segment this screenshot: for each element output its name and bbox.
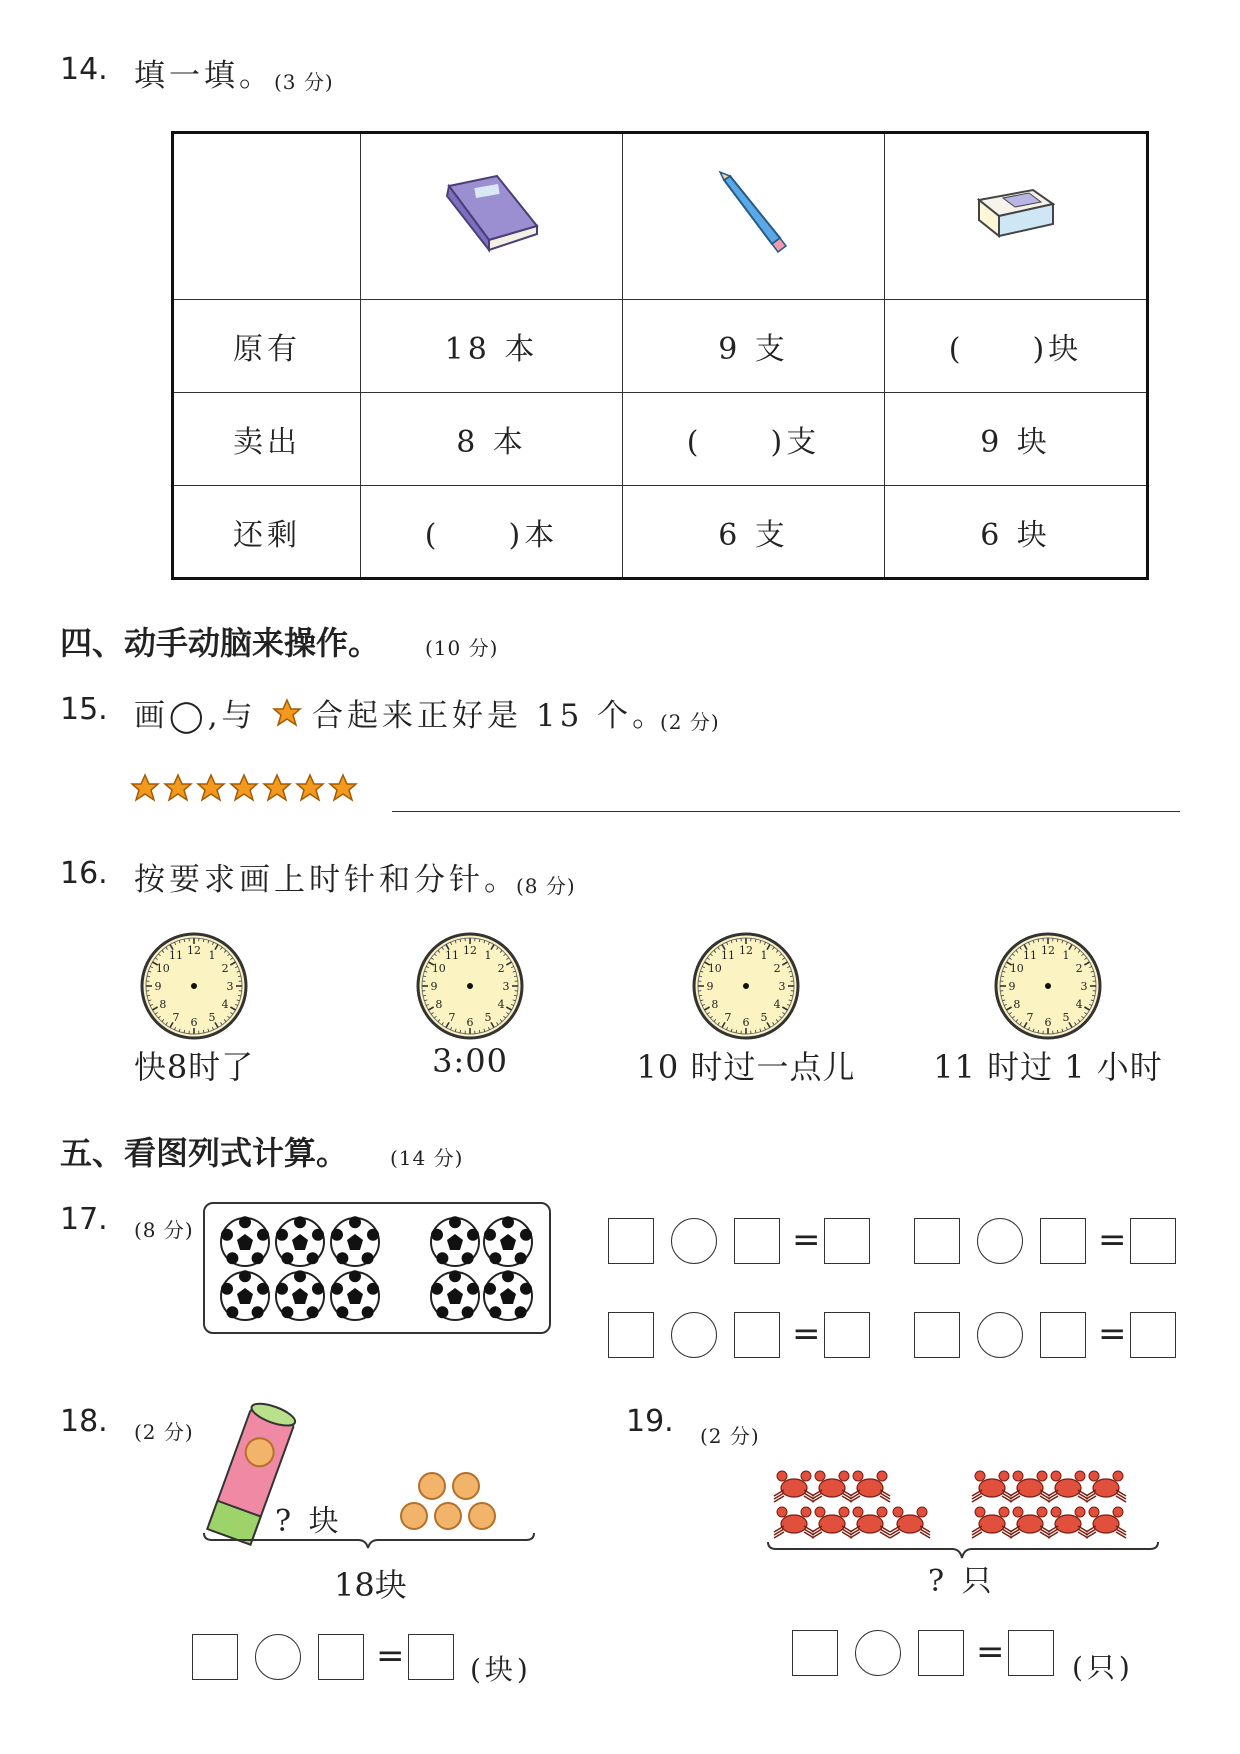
soccer-balls [205, 1204, 549, 1332]
soccer-ball-icon [331, 1270, 379, 1320]
clock-numeral: 1 [208, 948, 216, 962]
table-cell: 6 块 [885, 486, 1148, 579]
question-mark-label: ? 块 [275, 1504, 343, 1539]
star-icon [163, 773, 193, 803]
star-icon [229, 773, 259, 803]
section-points: (14 分) [390, 1146, 464, 1170]
clock-numeral: 9 [430, 980, 438, 993]
answer-box[interactable] [408, 1634, 454, 1680]
crab-icon [1086, 1471, 1126, 1502]
soccer-ball-icon [276, 1216, 324, 1266]
operator-circle[interactable] [855, 1630, 901, 1676]
unit-label: (块) [470, 1653, 532, 1686]
star-row [130, 773, 361, 807]
clock-label: 快8时了 [133, 1048, 255, 1086]
clock-numeral: 4 [221, 998, 229, 1011]
clock-face-icon[interactable] [414, 930, 526, 1042]
soccer-ball-icon [331, 1216, 379, 1266]
table-cell-blank[interactable]: ( )支 [623, 393, 885, 486]
answer-line[interactable] [392, 811, 1180, 812]
clock-numeral: 5 [760, 1011, 768, 1025]
clock-numeral: 3 [226, 980, 234, 993]
table-cell: 18 本 [361, 300, 623, 393]
star-icon [262, 773, 292, 803]
answer-box[interactable] [918, 1630, 964, 1676]
fill-table [171, 131, 1149, 580]
answer-box[interactable] [318, 1634, 364, 1680]
crab-icon [972, 1471, 1012, 1502]
answer-box[interactable] [1130, 1218, 1176, 1264]
answer-box[interactable] [192, 1634, 238, 1680]
table-cell: 8 本 [361, 393, 623, 486]
clock-numeral: 8 [711, 998, 719, 1011]
crab-icon [1010, 1507, 1050, 1538]
table-cell: 9 块 [885, 393, 1148, 486]
question-points: (2 分) [700, 1424, 760, 1448]
clock-numeral: 3 [502, 980, 510, 993]
question-text: 合起来正好是 15 个。 [312, 698, 668, 734]
clock-numeral: 8 [435, 998, 443, 1011]
soccer-ball-icon [221, 1270, 269, 1320]
crab-icon [1086, 1507, 1126, 1538]
clock-numeral: 5 [208, 1011, 216, 1025]
clock-numeral: 9 [154, 980, 162, 993]
unit-label: (只) [1072, 1651, 1134, 1684]
clock-numeral: 7 [724, 1011, 732, 1025]
clock-numeral: 9 [1008, 980, 1016, 993]
clock-numeral: 10 [431, 962, 446, 975]
clock-face-icon[interactable] [690, 930, 802, 1042]
question-number: 16. [60, 856, 108, 891]
question-points: (8 分) [516, 874, 576, 898]
question-text: 画◯,与 [134, 698, 257, 734]
table-corner-cell [173, 133, 361, 300]
clock-label: 10 时过一点儿 [636, 1048, 856, 1086]
question-text: 填一填。 [134, 58, 274, 94]
table-cell-blank[interactable]: ( )块 [885, 300, 1148, 393]
equals-sign: = [976, 1632, 1005, 1672]
question-number: 14. [60, 52, 108, 87]
table-cell: 6 支 [623, 486, 885, 579]
answer-box[interactable] [1008, 1630, 1054, 1676]
star-icon [130, 773, 160, 803]
answer-box[interactable] [734, 1312, 780, 1358]
question-points: (8 分) [134, 1218, 194, 1242]
clock-numeral: 7 [1026, 1011, 1034, 1025]
question-number: 15. [60, 692, 108, 727]
clock-numeral: 10 [707, 962, 722, 975]
answer-box[interactable] [914, 1218, 960, 1264]
clock-numeral: 4 [773, 998, 781, 1011]
answer-box[interactable] [792, 1630, 838, 1676]
operator-circle[interactable] [977, 1312, 1023, 1358]
star-icon [295, 773, 325, 803]
table-header-pencil [623, 133, 885, 300]
crab-icon [1048, 1471, 1088, 1502]
clock-numeral: 12 [739, 944, 753, 957]
clock-label: 3:00 [432, 1042, 508, 1080]
question-points: (2 分) [134, 1420, 194, 1444]
equals-sign: = [792, 1314, 821, 1354]
soccer-ball-frame [203, 1202, 551, 1334]
clock-numeral: 2 [221, 962, 229, 975]
answer-box[interactable] [608, 1312, 654, 1358]
clock-face-icon[interactable] [992, 930, 1104, 1042]
equals-sign: = [792, 1220, 821, 1260]
eraser-icon [971, 178, 1061, 248]
clock-numeral: 1 [1062, 948, 1070, 962]
cookie-tube-illustration [200, 1400, 540, 1550]
answer-box[interactable] [1040, 1312, 1086, 1358]
star-icon [272, 698, 302, 728]
crab-icon [774, 1507, 814, 1538]
operator-circle[interactable] [977, 1218, 1023, 1264]
soccer-ball-icon [431, 1270, 479, 1320]
table-header-eraser [885, 133, 1148, 300]
table-header-book [361, 133, 623, 300]
clock-numeral: 5 [1062, 1011, 1070, 1025]
crab-icon [774, 1471, 814, 1502]
operator-circle[interactable] [671, 1312, 717, 1358]
row-label: 卖出 [173, 393, 361, 486]
clock-numeral: 11 [1023, 948, 1037, 962]
question-number: 17. [60, 1202, 108, 1237]
crab-icon [812, 1471, 852, 1502]
crab-icon [972, 1507, 1012, 1538]
clock-face-icon[interactable] [138, 930, 250, 1042]
clock-numeral: 8 [159, 998, 167, 1011]
table-cell: 9 支 [623, 300, 885, 393]
crab-icon [850, 1507, 890, 1538]
clock-numeral: 7 [172, 1011, 180, 1025]
row-label: 还剩 [173, 486, 361, 579]
answer-box[interactable] [734, 1218, 780, 1264]
operator-circle[interactable] [671, 1218, 717, 1264]
question-mark-label: ? 只 [928, 1564, 996, 1599]
clock-numeral: 6 [742, 1016, 750, 1029]
table-cell-blank[interactable]: ( )本 [361, 486, 623, 579]
equals-sign: = [376, 1636, 405, 1676]
clock-numeral: 4 [497, 998, 505, 1011]
section-title: 五、看图列式计算。 [60, 1134, 349, 1172]
section-title: 四、动手动脑来操作。 [60, 624, 381, 662]
clock-numeral: 12 [187, 944, 201, 957]
section-points: (10 分) [425, 636, 499, 660]
total-label: 18块 [334, 1566, 407, 1604]
question-text: 按要求画上时针和分针。 [134, 862, 519, 898]
clock-numeral: 10 [1009, 962, 1024, 975]
book-icon [437, 168, 547, 258]
clock-label: 11 时过 1 小时 [933, 1048, 1163, 1086]
clock-numeral: 7 [448, 1011, 456, 1025]
crab-icon [812, 1507, 852, 1538]
clock-numeral: 5 [484, 1011, 492, 1025]
operator-circle[interactable] [255, 1634, 301, 1680]
row-label: 原有 [173, 300, 361, 393]
clock-numeral: 6 [190, 1016, 198, 1029]
answer-box[interactable] [608, 1218, 654, 1264]
clock-numeral: 1 [484, 948, 492, 962]
answer-box[interactable] [824, 1312, 870, 1358]
clock-numeral: 11 [169, 948, 183, 962]
clock-numeral: 6 [466, 1016, 474, 1029]
question-points: (3 分) [274, 70, 334, 94]
clock-numeral: 12 [463, 944, 477, 957]
answer-box[interactable] [914, 1312, 960, 1358]
question-number: 18. [60, 1404, 108, 1439]
soccer-ball-icon [484, 1270, 532, 1320]
clock-numeral: 3 [1080, 980, 1088, 993]
star-icon [328, 773, 358, 803]
pencil-icon [714, 168, 794, 258]
soccer-ball-icon [484, 1216, 532, 1266]
clock-numeral: 12 [1041, 944, 1055, 957]
answer-box[interactable] [824, 1218, 870, 1264]
clock-numeral: 3 [778, 980, 786, 993]
crab-icon [890, 1507, 930, 1538]
answer-box[interactable] [1130, 1312, 1176, 1358]
clock-numeral: 10 [155, 962, 170, 975]
soccer-ball-icon [276, 1270, 324, 1320]
soccer-ball-icon [221, 1216, 269, 1266]
star-icon [196, 773, 226, 803]
clock-numeral: 2 [773, 962, 781, 975]
question-points: (2 分) [660, 710, 720, 734]
crab-icon [850, 1471, 890, 1502]
answer-box[interactable] [1040, 1218, 1086, 1264]
clock-numeral: 11 [721, 948, 735, 962]
clock-numeral: 9 [706, 980, 714, 993]
clock-numeral: 2 [1075, 962, 1083, 975]
clock-numeral: 4 [1075, 998, 1083, 1011]
clock-numeral: 1 [760, 948, 768, 962]
clock-numeral: 6 [1044, 1016, 1052, 1029]
question-number: 19. [626, 1404, 674, 1439]
clock-numeral: 2 [497, 962, 505, 975]
equals-sign: = [1098, 1314, 1127, 1354]
clock-numeral: 8 [1013, 998, 1021, 1011]
crab-icon [1048, 1507, 1088, 1538]
soccer-ball-icon [431, 1216, 479, 1266]
equals-sign: = [1098, 1220, 1127, 1260]
crab-icon [1010, 1471, 1050, 1502]
clock-numeral: 11 [445, 948, 459, 962]
